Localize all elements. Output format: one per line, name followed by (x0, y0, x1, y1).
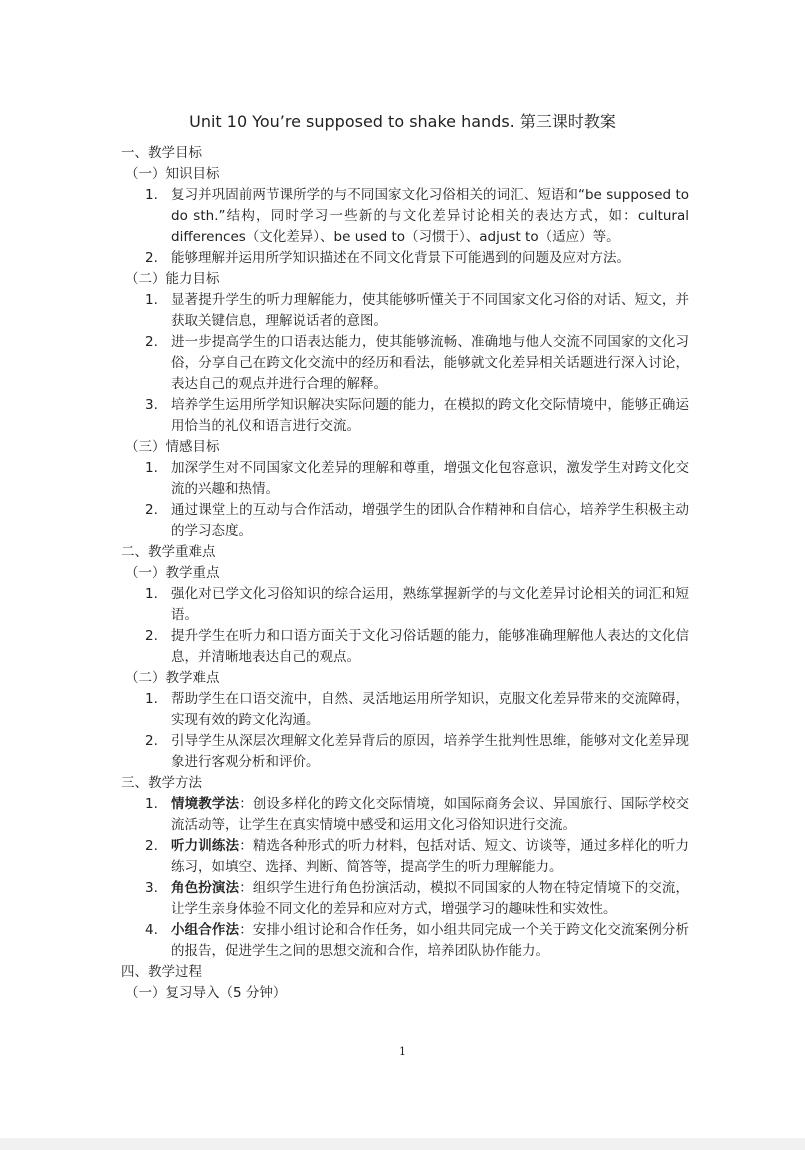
subsection-heading: （二）教学难点 (125, 670, 220, 686)
list-item-text: 显著提升学生的听力理解能力，使其能够听懂关于不同国家文化习俗的对话、短文，并获取关键信息，理解说话者的意图。 (171, 292, 689, 329)
list-item-text: ：创设多样化的跨文化交际情境，如国际商务会议、异国旅行、国际学校交流活动等，让学生在真实情境中感受和运用文化习俗知识进行交流。 (171, 796, 690, 833)
subsection-heading: （一）教学重点 (125, 565, 220, 581)
list-item (121, 332, 689, 395)
subsection-heading: （一）知识目标 (125, 166, 220, 182)
list-number: 2. (145, 733, 158, 749)
list-item (121, 878, 689, 920)
list-number: 4. (145, 922, 158, 938)
list-item-text: 帮助学生在口语交流中，自然、灵活地运用所学知识，克服文化差异带来的交流障碍，实现有效的跨文化沟通。 (171, 691, 689, 728)
list-number: 1. (145, 187, 158, 203)
list-item (121, 836, 689, 878)
section-heading: 二、教学重难点 (121, 544, 216, 560)
list-number: 1. (145, 292, 158, 308)
list-item (121, 458, 689, 500)
list-item-text: 复习并巩固前两节课所学的与不同国家文化习俗相关的词汇、短语和“be supposed to do sth.”结构，同时学习一些新的与文化差异讨论相关的表达方式，如：cultural differences（文化差异）、be used to（习惯于）、adjust to（适应）等。 (171, 187, 689, 245)
method-label: 听力训练法 (171, 838, 240, 854)
list-item (121, 584, 689, 626)
list-item (121, 500, 689, 542)
list-item (121, 248, 689, 269)
list-number: 3. (145, 880, 158, 896)
list-item (121, 185, 689, 248)
list-item-text: ：组织学生进行角色扮演活动，模拟不同国家的人物在特定情境下的交流，让学生亲身体验不同文化的差异和应对方式，增强学习的趣味性和实效性。 (171, 880, 690, 917)
list-item-text: 通过课堂上的互动与合作活动，增强学生的团队合作精神和自信心，培养学生积极主动的学习态度。 (171, 502, 689, 539)
list-item (121, 689, 689, 731)
list-item-text: 加深学生对不同国家文化差异的理解和尊重，增强文化包容意识，激发学生对跨文化交流的兴趣和热情。 (171, 460, 689, 497)
section-heading: 三、教学方法 (121, 775, 202, 791)
list-number: 1. (145, 460, 158, 476)
list-item (121, 395, 689, 437)
subsection-heading: （二）能力目标 (125, 271, 220, 287)
list-number: 3. (145, 397, 158, 413)
list-number: 1. (145, 796, 158, 812)
list-item-text: 进一步提高学生的口语表达能力，使其能够流畅、准确地与他人交流不同国家的文化习俗，分享自己在跨文化交流中的经历和看法，能够就文化差异相关话题进行深入讨论，表达自己的观点并进行合理的解释。 (171, 334, 689, 392)
list-item-text: 提升学生在听力和口语方面关于文化习俗话题的能力，能够准确理解他人表达的文化信息，并清晰地表达自己的观点。 (171, 628, 689, 665)
list-item (121, 290, 689, 332)
list-item-text: ：精选各种形式的听力材料，包括对话、短文、访谈等，通过多样化的听力练习，如填空、选择、判断、简答等，提高学生的听力理解能力。 (171, 838, 690, 875)
list-item (121, 626, 689, 668)
list-item-text: 引导学生从深层次理解文化差异背后的原因，培养学生批判性思维，能够对文化差异现象进行客观分析和评价。 (171, 733, 689, 770)
document-title: Unit 10 You’re supposed to shake hands. 第三课时教案 (189, 112, 616, 131)
list-number: 2. (145, 334, 158, 350)
page-number: 1 (399, 1045, 406, 1058)
list-number: 1. (145, 691, 158, 707)
list-number: 1. (145, 586, 158, 602)
section-heading: 四、教学过程 (121, 964, 202, 980)
list-number: 2. (145, 250, 158, 266)
document-body (121, 143, 689, 1004)
method-label: 角色扮演法 (171, 880, 240, 896)
list-item (121, 731, 689, 773)
list-item-text: 能够理解并运用所学知识描述在不同文化背景下可能遇到的问题及应对方法。 (171, 250, 630, 266)
method-label: 小组合作法 (171, 922, 240, 938)
list-number: 2. (145, 502, 158, 518)
list-item-text: ：安排小组讨论和合作任务，如小组共同完成一个关于跨文化交流案例分析的报告，促进学生之间的思想交流和合作，培养团队协作能力。 (171, 922, 690, 959)
list-item (121, 794, 689, 836)
list-item (121, 920, 689, 962)
section-heading: 一、教学目标 (121, 145, 202, 161)
subsection-heading: （一）复习导入（5 分钟） (125, 985, 287, 1001)
list-item-text: 强化对已学文化习俗知识的综合运用，熟练掌握新学的与文化差异讨论相关的词汇和短语。 (171, 586, 689, 623)
subsection-heading: （三）情感目标 (125, 439, 220, 455)
list-number: 2. (145, 628, 158, 644)
method-label: 情境教学法 (171, 796, 240, 812)
list-item-text: 培养学生运用所学知识解决实际问题的能力，在模拟的跨文化交际情境中，能够正确运用恰当的礼仪和语言进行交流。 (171, 397, 689, 434)
list-number: 2. (145, 838, 158, 854)
